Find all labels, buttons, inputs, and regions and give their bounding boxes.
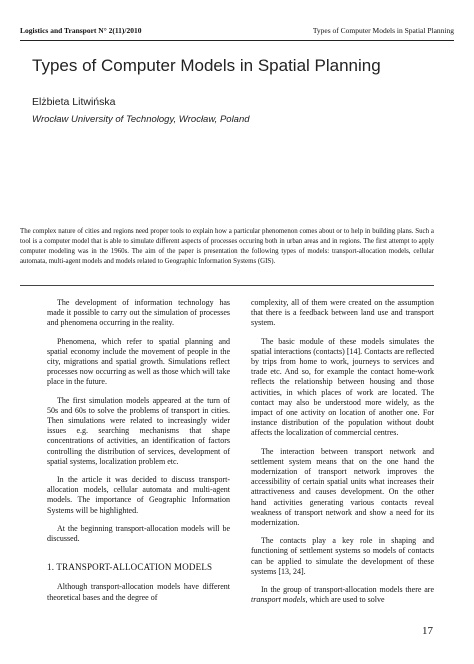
paragraph: The basic module of these models simulates the spatial interactions (contacts) [14]. Contacts are reflected by trips from home to work, journeys to services and trade etc. And so, for example the contact home-work reflects the relationship between housing and those activities, in which places of work are located. The contact may also be understood more widely, as the impact of one activity on location of another one. For instance distribution of the population without doubt affects the localization of commercial centres. (251, 336, 434, 438)
paragraph: The development of information technology has made it possible to carry out the simulation of processes and phenomena occurring in the reality. (47, 298, 230, 328)
paragraph: complexity, all of them were created on the assumption that there is a feedback between land use and transport system. (251, 298, 434, 328)
paragraph: The first simulation models appeared at the turn of 50s and 60s to solve the problems of transport in cities. Then simulations were related to increasingly wider issues e.g. searching mechanisms that shape concentrations of activities, an identification of factors controlling the distribution of services, development of spatial systems, localization problem etc. (47, 395, 230, 466)
running-header (20, 10, 454, 41)
text-run: , which are used to solve (305, 595, 385, 605)
paragraph: Phenomena, which refer to spatial planning and spatial economy include the movement of people in the city, migrations and spatial growth. Simulations reflect processes now occurring as well as those which will take place in the future. (47, 336, 230, 387)
paragraph: The contacts play a key role in shaping and functioning of settlement systems so models of contacts can be applied to simulate the development of these systems [13, 24]. (251, 536, 434, 576)
author-name: Elżbieta Litwińska (32, 96, 116, 108)
text-run: In the group of transport-allocation models there are (261, 585, 434, 595)
paragraph (251, 585, 434, 605)
journal-info: Logistics and Transport N° 2(11)/2010 (20, 26, 142, 35)
right-column (251, 298, 434, 613)
paragraph: At the beginning transport-allocation models will be discussed. (47, 523, 230, 544)
left-column (47, 298, 230, 611)
abstract: The complex nature of cities and regions need proper tools to explain how a particular phenomenon comes about or to help in building plans. Such a tool is a computer model that is able to simulate different aspects of processes occuring both in urban areas and in regions. The first attempt to apply computer modeling was in the 1960s. The aim of the paper is presentation the following types of models: transport-allocation models, cellular automata, multi-agent models and models related to Geographic Information Systems (GIS). (20, 228, 434, 265)
section-heading: 1. TRANSPORT-ALLOCATION MODELS (47, 562, 213, 573)
abstract-divider (20, 285, 434, 286)
paragraph: In the article it was decided to discuss transport-allocation models, cellular automata and multi-agent models. The importance of Geographic Information Systems will be highlighted. (47, 475, 230, 515)
paragraph: Although transport-allocation models have different theoretical bases and the degree of (47, 582, 230, 602)
author-affiliation: Wrocław University of Technology, Wrocław, Poland (32, 114, 250, 125)
running-title: Types of Computer Models in Spatial Planning (312, 26, 454, 35)
page-number: 17 (422, 625, 433, 637)
paper-title: Types of Computer Models in Spatial Planning (32, 56, 381, 75)
emphasis-text: transport models (251, 595, 306, 605)
paragraph: The interaction between transport network and settlement system means that on the one hand the modernization of transport network improves the accessibility of certain spatial units what increases their attractiveness and causes development. On the other hand activities generating various contacts reveal weakness of transport network and show a need for its modernization. (251, 446, 434, 528)
